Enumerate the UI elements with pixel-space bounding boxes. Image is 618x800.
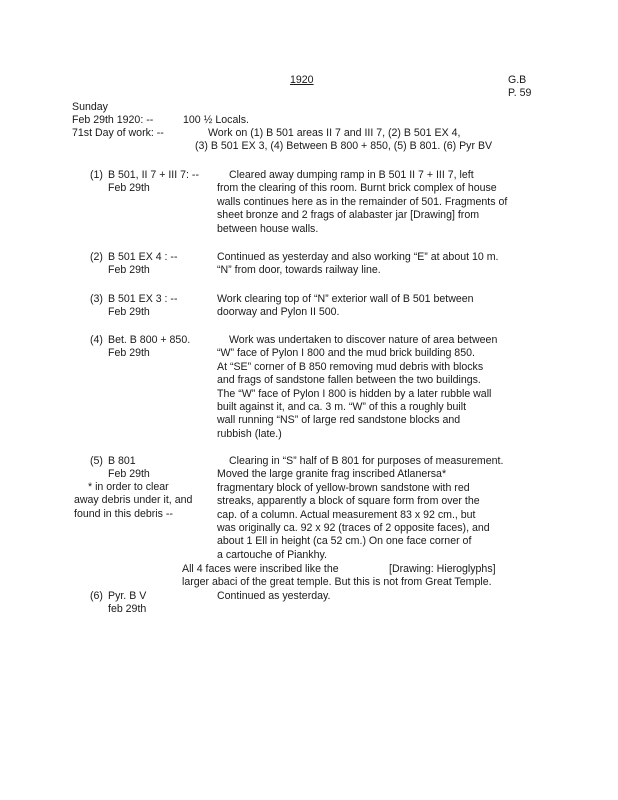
side-note [74, 481, 192, 521]
entry-date: Feb 29th [108, 182, 150, 194]
entry-line: from the clearing of this room. Burnt brick complex of house [217, 182, 497, 195]
entry-line: a cartouche of Piankhy. [217, 548, 327, 561]
entry-line: Work clearing top of “N” exterior wall of B 501 between [217, 293, 474, 305]
entry-location: Pyr. B V [108, 590, 147, 602]
entry-line: built against it, and ca. 3 m. “W” of this a roughly built [217, 401, 467, 414]
entry-line: cap. of a column. Actual measurement 83 x 92 cm., but [217, 508, 476, 521]
day-of-work: 71st Day of work: -- [72, 127, 164, 139]
entry-text [217, 455, 503, 562]
entry-date: feb 29th [108, 603, 147, 615]
entry-number: (2) [90, 251, 103, 263]
entry-number: (6) [90, 590, 103, 602]
work-summary-line1: Work on (1) B 501 areas II 7 and III 7, (2) B 501 EX 4, [208, 127, 461, 139]
entry-line: The “W” face of Pylon I 800 is hidden by a later rubble wall [217, 387, 492, 400]
entry-text [217, 251, 498, 278]
entry-text [217, 334, 497, 441]
entry-location: Bet. B 800 + 850. [108, 334, 191, 346]
entry-line: “W” face of Pylon I 800 and the mud brick building 850. [217, 347, 475, 360]
work-summary-line2: (3) B 501 EX 3, (4) Between B 800 + 850, (5) B 801. (6) Pyr BV [195, 140, 493, 152]
side-note-line: away debris under it, and [74, 494, 193, 507]
entry-location: B 801 [108, 455, 136, 467]
entry-text [217, 169, 507, 236]
page-year-title: 1920 [290, 74, 314, 86]
entry-line: doorway and Pylon II 500. [217, 306, 340, 319]
entry-date: Feb 29th [108, 264, 150, 276]
entry-line: fragmentary block of yellow-brown sandstone with red [217, 481, 470, 494]
entry-number: (3) [90, 293, 103, 305]
entry-line: and frags of sandstone fallen between the two buildings. [217, 374, 481, 387]
side-note-line: * in order to clear [88, 481, 169, 493]
entry-location: B 501 EX 3 : -- [108, 293, 178, 305]
entry-line: walls continues here as in the remainder of 501. Fragments of [217, 195, 508, 208]
entry-line: Continued as yesterday. [217, 590, 331, 602]
entry-line: At “SE” corner of B 850 removing mud debris with blocks [217, 360, 484, 373]
entry-line: rubbish (late.) [217, 427, 282, 440]
entry-number: (1) [90, 169, 103, 181]
entry-text [217, 293, 474, 320]
entry-line: “N” from door, towards railway line. [217, 264, 381, 277]
inscription-note: All 4 faces were inscribed like the [182, 563, 339, 575]
entry-date: Feb 29th [108, 468, 150, 480]
workers-count: 100 ½ Locals. [183, 114, 249, 126]
page-number: P. 59 [508, 87, 532, 99]
author-initials: G.B [508, 74, 527, 86]
entry-date: Feb 29th 1920: -- [72, 114, 154, 126]
entry-number: (5) [90, 455, 103, 467]
drawing-placeholder: [Drawing: Hieroglyphs] [389, 563, 496, 575]
entry-location: B 501 EX 4 : -- [108, 251, 178, 263]
entry-line: Continued as yesterday and also working “E” at about 10 m. [217, 251, 499, 263]
entry-date: Feb 29th [108, 347, 150, 359]
entry-line: Moved the large granite frag inscribed Atlanersa* [217, 468, 447, 481]
entry-line: Cleared away dumping ramp in B 501 II 7 + III 7, left [229, 169, 474, 181]
inscription-note-continued: larger abaci of the great temple. But this is not from Great Temple. [182, 576, 492, 588]
entry-line: Work was undertaken to discover nature of area between [229, 334, 498, 346]
entry-line: between house walls. [217, 222, 319, 235]
entry-line: wall running “NS” of large red sandstone blocks and [217, 414, 461, 427]
entry-line: sheet bronze and 2 frags of alabaster jar [Drawing] from [217, 209, 480, 222]
entry-date: Feb 29th [108, 306, 150, 318]
entry-location: B 501, II 7 + III 7: -- [108, 169, 199, 181]
entry-line: streaks, apparently a block of square form from over the [217, 495, 480, 508]
entry-line: Clearing in “S” half of B 801 for purposes of measurement. [229, 455, 504, 467]
entry-line: about 1 Ell in height (ca 52 cm.) On one face corner of [217, 535, 472, 548]
weekday: Sunday [72, 101, 108, 113]
entry-number: (4) [90, 334, 103, 346]
side-note-line: found in this debris -- [74, 507, 173, 520]
entry-line: was originally ca. 92 x 92 (traces of 2 opposite faces), and [217, 522, 490, 535]
